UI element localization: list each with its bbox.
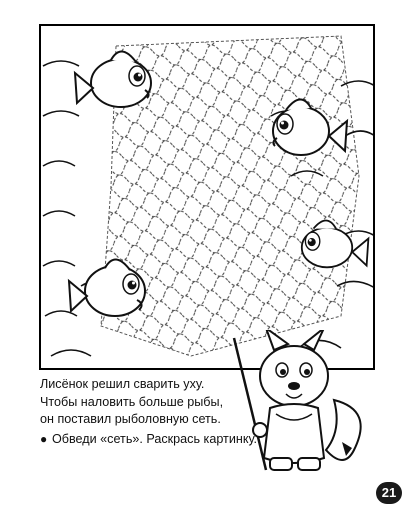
page-number: 21: [376, 482, 402, 504]
task-item: [40, 431, 262, 449]
workbook-page: [4, 4, 402, 504]
bullet-icon: ●: [40, 431, 48, 446]
picture-frame: [39, 24, 375, 370]
fishing-net-picture: [41, 26, 375, 370]
instruction-text: [40, 376, 262, 448]
story-line-1: Лисёнок решил сварить уху.: [40, 377, 205, 391]
story-line-2: Чтобы наловить больше рыбы,: [40, 394, 224, 409]
task-text: Обведи «сеть». Раскрась картинку.: [52, 431, 258, 446]
story-line-3: он поставил рыболовную сеть.: [40, 412, 221, 427]
